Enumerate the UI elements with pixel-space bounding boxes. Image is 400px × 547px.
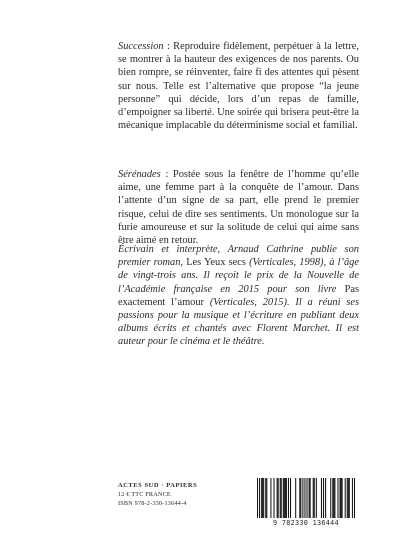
barcode-bar: [285, 478, 286, 518]
barcode-bar: [266, 478, 267, 518]
bio-part-3: (Verticales, 2015). Il a réuni ses passions pour la musique et l’écriture en publiant deux albums écrits et chantés avec Florent Marchet. Il est auteur pour le cinéma et le théâtre.: [118, 296, 360, 348]
barcode-bar: [277, 478, 278, 518]
barcode-bar: [325, 478, 326, 518]
barcode-bar: [349, 478, 350, 518]
barcode-bar: [348, 478, 349, 518]
barcode-bar: [341, 478, 342, 518]
barcode-bar: [290, 478, 291, 518]
barcode-bar: [263, 478, 264, 518]
barcode-bar: [259, 478, 260, 518]
barcode-bar: [334, 478, 335, 518]
barcode-bar: [283, 478, 284, 518]
barcode-bar: [274, 478, 275, 518]
barcode-bar: [304, 478, 305, 518]
barcode-bar: [280, 478, 281, 518]
publisher-name: ACTES SUD · PAPIERS: [118, 482, 198, 489]
barcode-bar: [270, 478, 271, 518]
barcode-bar: [347, 478, 348, 518]
barcode-bar: [333, 478, 334, 518]
barcode-number: 9 782330 136444: [273, 519, 339, 527]
text-succession: : Reproduire fidèlement, perpétuer à la lettre, se montrer à la hauteur des exigences de nos parents. Ou bien rompre, se réinventer, faire fi des attentes qui pèsent sur nous. Telle est l’alternative que propose “la jeune personne” qui décide, lors d’un repas de famille, d’empoigner sa liberté. Une soirée qui brisera peut-être la mécanique implacable du déterminisme social et familial.: [118, 41, 359, 132]
barcode-bar: [330, 478, 331, 518]
barcode-bar: [321, 478, 322, 518]
barcode-bar: [261, 478, 262, 518]
barcode-bar: [278, 478, 279, 518]
bio-part-2: (Verticales, 1998), à l’âge de vingt-trois ans. Il reçoit le prix de la Nouvelle de l’Académie française en 2015 pour son livre: [118, 257, 359, 295]
bio-part-1: Écrivain et interprète, Arnaud Cathrine publie son premier roman,: [118, 244, 359, 269]
barcode-bar: [265, 478, 266, 518]
barcode-bar: [300, 478, 301, 518]
barcode-bar: [299, 478, 300, 518]
barcode-bar: [314, 478, 315, 518]
publisher-info: [118, 481, 197, 508]
barcode-bar: [302, 478, 303, 518]
barcode-bar: [352, 478, 353, 518]
author-bio: [118, 243, 359, 349]
isbn: ISBN 978-2-330-13644-4: [118, 500, 187, 507]
barcode-bar: [337, 478, 338, 518]
barcode-image: [257, 478, 355, 518]
book-title-pas-exactement-lamour: Pas exactement l’amour: [118, 283, 359, 308]
barcode-bar: [295, 478, 296, 518]
barcode-bar: [309, 478, 310, 518]
title-serenades: Sérénades: [118, 169, 161, 180]
paragraph-succession: [118, 40, 359, 132]
barcode-bar: [281, 478, 282, 518]
title-succession: Succession: [118, 41, 164, 52]
barcode-bar: [345, 478, 346, 518]
barcode-bar: [307, 478, 308, 518]
barcode-bar: [262, 478, 263, 518]
barcode-bar: [313, 478, 314, 518]
barcode-bar: [310, 478, 311, 518]
barcode-bar: [288, 478, 289, 518]
barcode-bar: [284, 478, 285, 518]
barcode-bar: [316, 478, 317, 518]
barcode-bar: [286, 478, 287, 518]
barcode-bar: [342, 478, 343, 518]
paragraph-serenades: [118, 168, 359, 247]
barcode-bar: [340, 478, 341, 518]
barcode-bar: [354, 478, 355, 518]
barcode-bar: [332, 478, 333, 518]
barcode-bar: [323, 478, 324, 518]
barcode-bar: [257, 478, 258, 518]
book-title-les-yeux-secs: Les Yeux secs: [186, 257, 246, 269]
text-serenades: : Postée sous la fenêtre de l’homme qu’elle aime, une femme part à la conquête de l’amour. Dans l’attente d’un signe de sa part, elle prend le premier risque, celui de dire ses sentiments. Un monologue sur la furie amoureuse et sur la solitude de celui qui aime sans être aimé en retour.: [118, 169, 359, 247]
price: 12 € TTC FRANCE: [118, 491, 171, 498]
